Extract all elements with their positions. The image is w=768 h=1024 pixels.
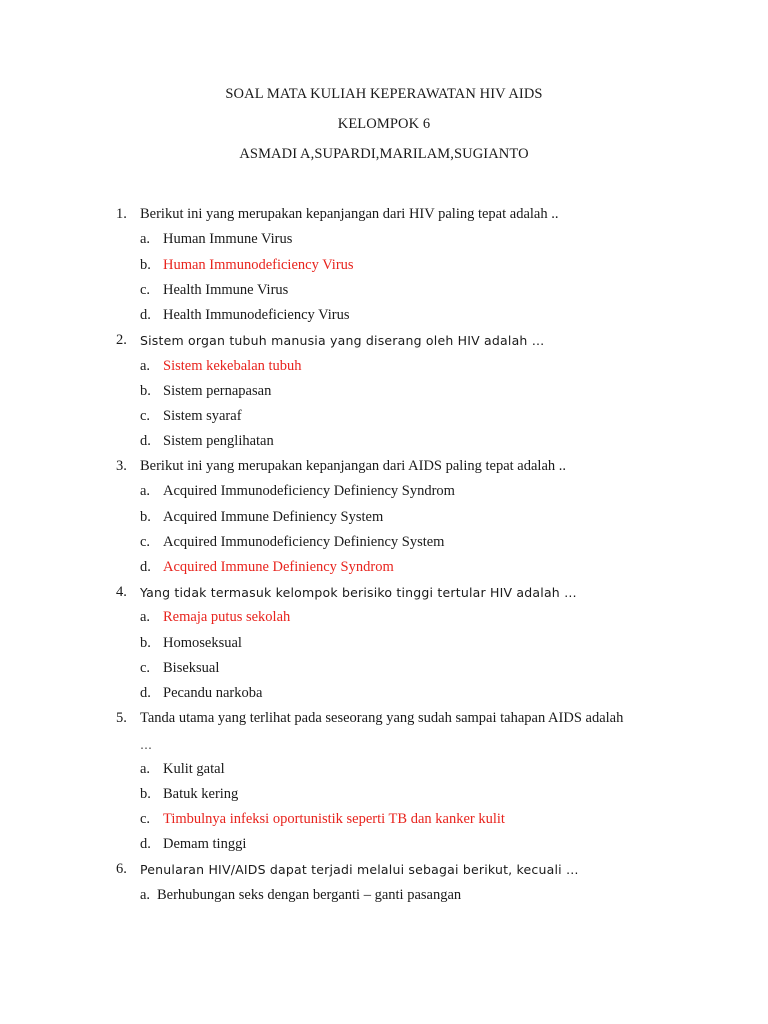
option-text: Acquired Immune Definiency System xyxy=(163,509,384,525)
question-number: 1. xyxy=(116,206,127,222)
question-text: Sistem organ tubuh manusia yang diserang oleh HIV adalah … xyxy=(140,333,545,348)
option-letter: c. xyxy=(140,282,151,298)
option-text: Sistem penglihatan xyxy=(163,433,274,449)
option-letter: b. xyxy=(140,635,151,651)
question-text: Penularan HIV/AIDS dapat terjadi melalui sebagai berikut, kecuali … xyxy=(140,862,579,877)
option-letter: a. xyxy=(140,887,151,903)
option-letter: a. xyxy=(140,358,151,374)
option-letter: a. xyxy=(140,761,151,777)
option-letter: b. xyxy=(140,383,151,399)
members-label: ASMADI A,SUPARDI,MARILAM,SUGIANTO xyxy=(239,146,529,162)
question-text: Yang tidak termasuk kelompok berisiko tinggi tertular HIV adalah … xyxy=(140,585,577,600)
option-letter: b. xyxy=(140,509,151,525)
question-number: 3. xyxy=(116,458,127,474)
option-letter: a. xyxy=(140,609,151,625)
option-text: Batuk kering xyxy=(163,786,239,802)
option-letter: c. xyxy=(140,534,151,550)
question-text: Berikut ini yang merupakan kepanjangan dari AIDS paling tepat adalah .. xyxy=(140,458,567,474)
option-letter: d. xyxy=(140,559,151,575)
option-text: Health Immune Virus xyxy=(163,282,289,298)
option-text: Sistem kekebalan tubuh xyxy=(163,358,302,374)
option-letter: d. xyxy=(140,433,151,449)
document-title: SOAL MATA KULIAH KEPERAWATAN HIV AIDS xyxy=(225,86,543,102)
question-text: Berikut ini yang merupakan kepanjangan dari HIV paling tepat adalah .. xyxy=(140,206,559,222)
option-text: Kulit gatal xyxy=(163,761,225,777)
question-number: 2. xyxy=(116,332,127,348)
option-text: Acquired Immunodeficiency Definiency System xyxy=(163,534,445,550)
option-letter: d. xyxy=(140,836,151,852)
question-number: 4. xyxy=(116,584,127,600)
question-number: 6. xyxy=(116,861,127,877)
option-text: Health Immunodeficiency Virus xyxy=(163,307,350,323)
option-letter: a. xyxy=(140,483,151,499)
option-text: Sistem pernapasan xyxy=(163,383,272,399)
option-letter: a. xyxy=(140,231,151,247)
option-text: Biseksual xyxy=(163,660,220,676)
option-text: Sistem syaraf xyxy=(163,408,242,424)
option-letter: c. xyxy=(140,408,151,424)
option-text: Demam tinggi xyxy=(163,836,247,852)
option-letter: c. xyxy=(140,660,151,676)
option-text: Acquired Immune Definiency Syndrom xyxy=(163,559,394,575)
option-text: Homoseksual xyxy=(163,635,242,651)
question-text: Tanda utama yang terlihat pada seseorang yang sudah sampai tahapan AIDS adalah xyxy=(140,710,624,726)
option-letter: b. xyxy=(140,257,151,273)
question-text-continuation: … xyxy=(140,738,152,752)
option-text: Human Immune Virus xyxy=(163,231,293,247)
option-text: Pecandu narkoba xyxy=(163,685,263,701)
option-letter: b. xyxy=(140,786,151,802)
option-letter: c. xyxy=(140,811,151,827)
option-text: Human Immunodeficiency Virus xyxy=(163,257,354,273)
option-text: Berhubungan seks dengan berganti – ganti pasangan xyxy=(157,887,462,903)
question-number: 5. xyxy=(116,710,127,726)
option-letter: d. xyxy=(140,307,151,323)
option-letter: d. xyxy=(140,685,151,701)
option-text: Remaja putus sekolah xyxy=(163,609,291,625)
group-label: KELOMPOK 6 xyxy=(337,116,431,132)
option-text: Timbulnya infeksi oportunistik seperti TB dan kanker kulit xyxy=(163,811,505,827)
option-text: Acquired Immunodeficiency Definiency Syndrom xyxy=(163,483,455,499)
